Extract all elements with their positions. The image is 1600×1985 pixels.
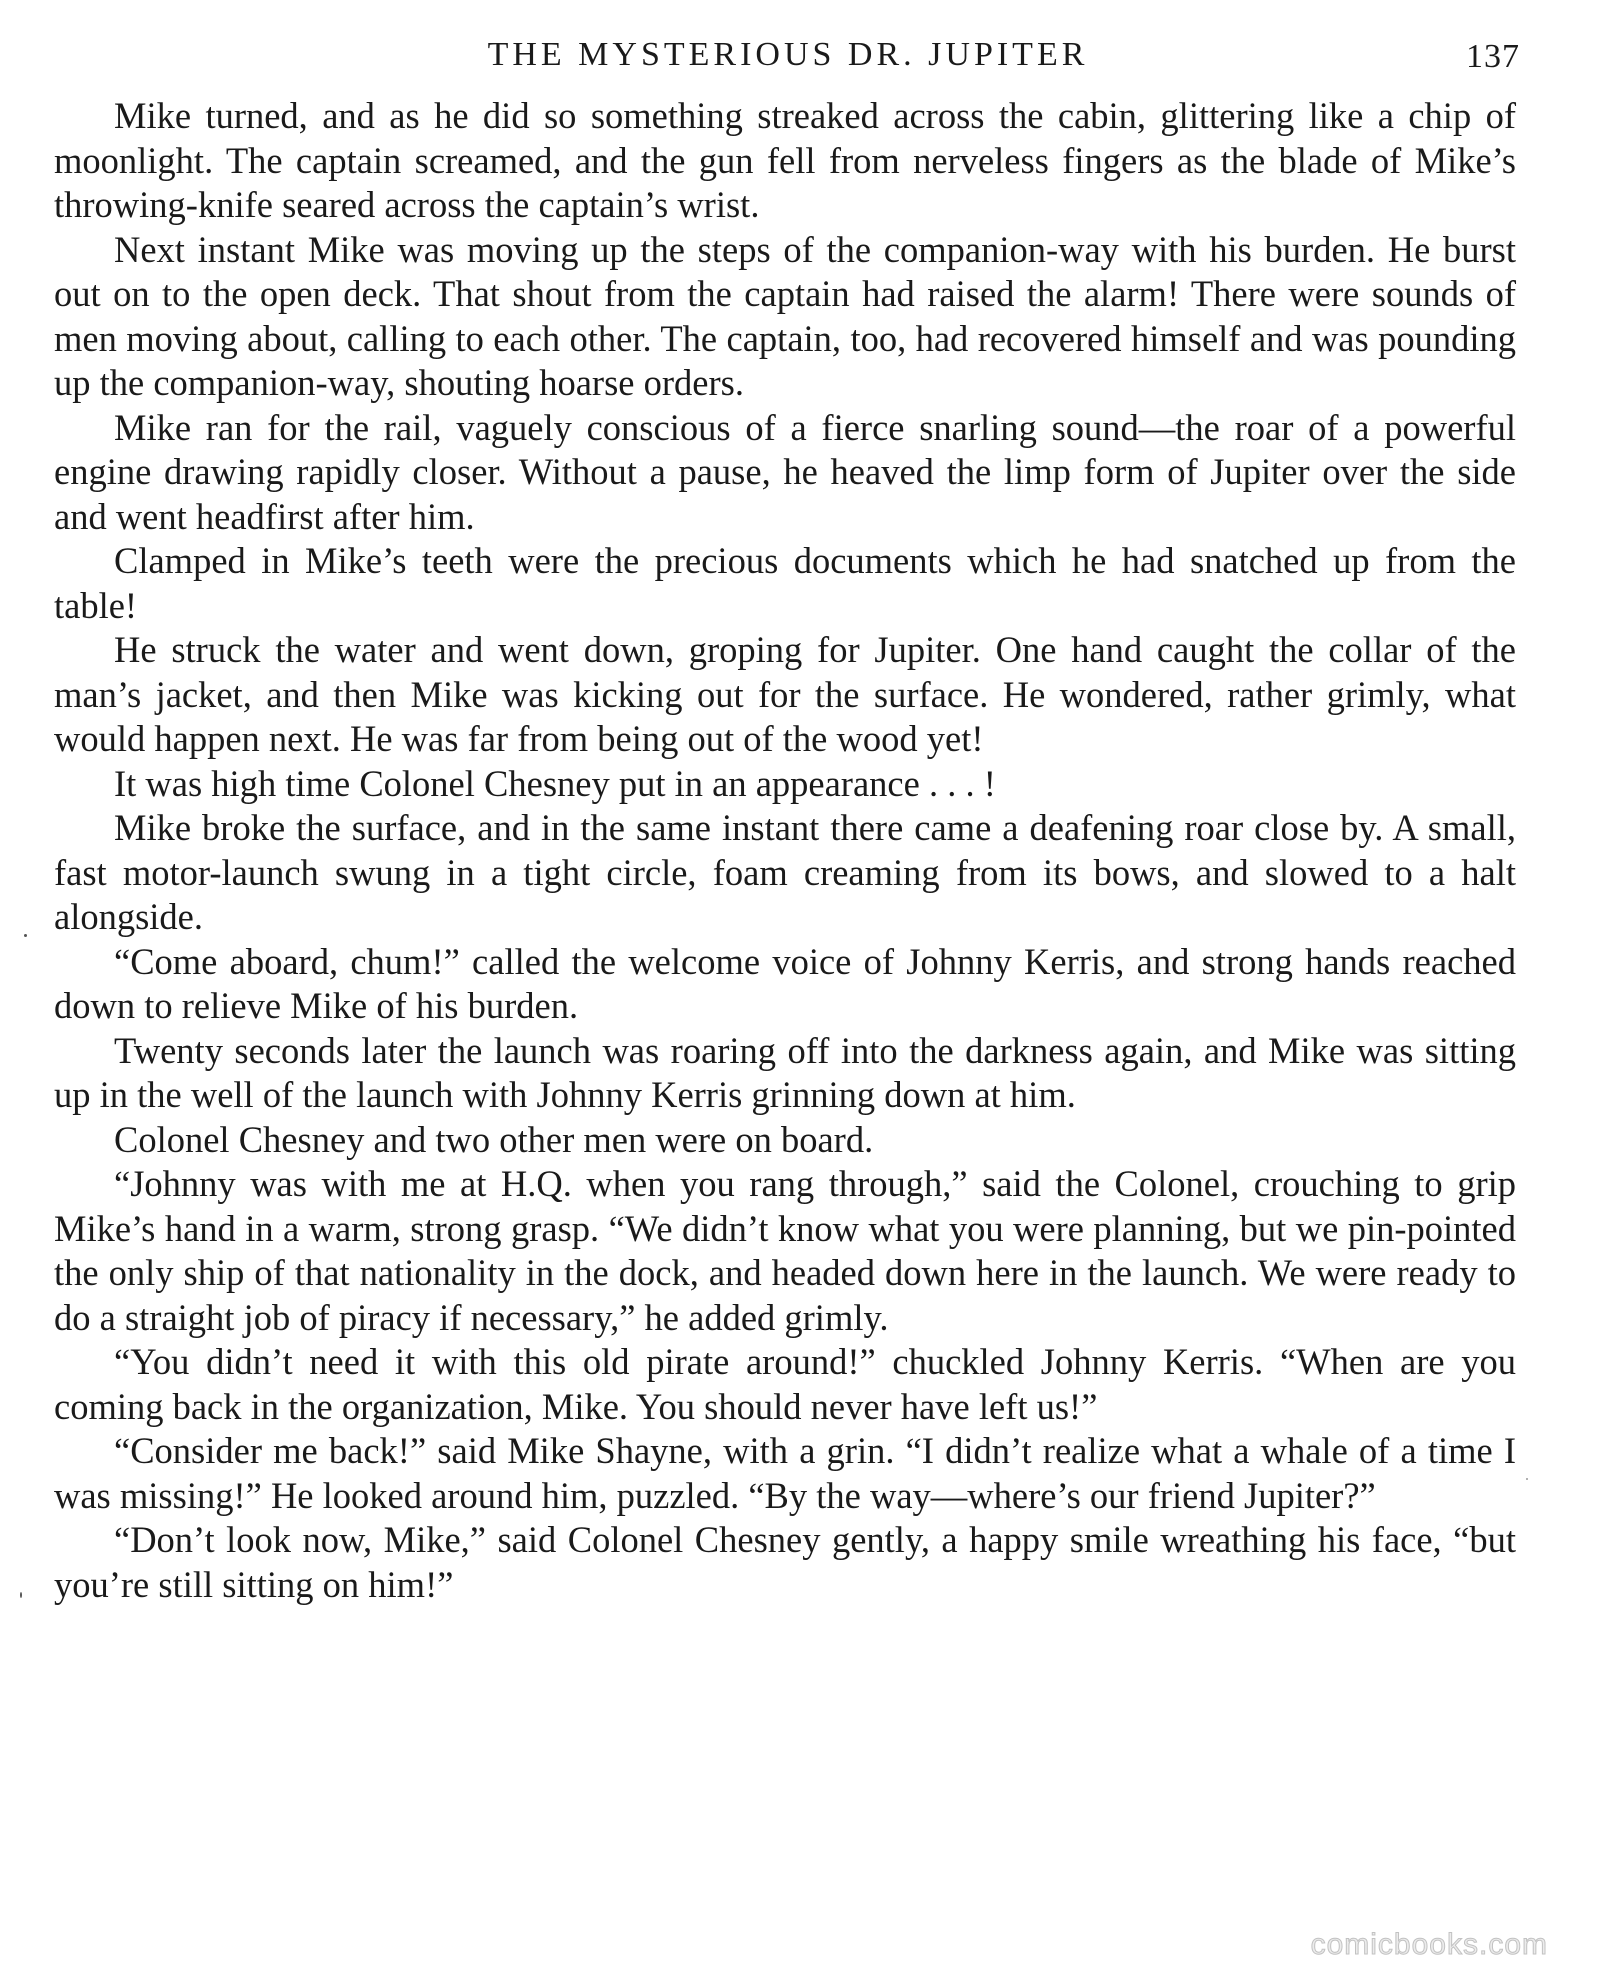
watermark: comicbooks.com [1310, 1928, 1548, 1961]
paragraph: Next instant Mike was moving up the steps of the companion-way with his burden. He burst out on to the open deck. That shout from the captain had raised the alarm! There were sounds of men moving about, calling to each other. The captain, too, had recovered himself and was pounding up the companion-way, shouting hoarse orders. [54, 228, 1516, 403]
paragraph: “Johnny was with me at H.Q. when you rang through,” said the Colonel, crouching to grip Mike’s hand in a warm, strong grasp. “We didn’t know what you were planning, but we pin-pointed the only ship of that nationality in the dock, and headed down here in the launch. We were ready to do a straight job of piracy if necessary,” he added grimly. [54, 1163, 1516, 1338]
paragraph: Colonel Chesney and two other men were on board. [114, 1118, 874, 1160]
paragraph: “Come aboard, chum!” called the welcome voice of Johnny Kerris, and strong hands reached down to relieve Mike of his burden. [54, 940, 1516, 1026]
scan-speck [24, 934, 27, 937]
scan-speck [1526, 1478, 1528, 1480]
paragraph: “Consider me back!” said Mike Shayne, with a grin. “I didn’t realize what a whale of a time I was missing!” He looked around him, puzzled. “By the way—where’s our friend Jupiter?” [54, 1430, 1516, 1516]
paragraph: Mike ran for the rail, vaguely conscious of a fierce snarling sound—the roar of a powerful engine drawing rapidly closer. Without a pause, he heaved the limp form of Jupiter over the side and went headfirst after him. [54, 406, 1516, 537]
paragraph: Mike broke the surface, and in the same instant there came a deafening roar close by. A small, fast motor-launch swung in a tight circle, foam creaming from its bows, and slowed to a halt alongside. [54, 807, 1516, 937]
paragraph: “You didn’t need it with this old pirate around!” chuckled Johnny Kerris. “When are you coming back in the organization, Mike. You should never have left us!” [54, 1341, 1516, 1427]
running-header [56, 32, 1520, 88]
paragraph: “Don’t look now, Mike,” said Colonel Chesney gently, a happy smile wreathing his face, “but you’re still sitting on him!” [54, 1519, 1516, 1605]
paragraph: Twenty seconds later the launch was roaring off into the darkness again, and Mike was sitting up in the well of the launch with Johnny Kerris grinning down at him. [54, 1029, 1516, 1115]
body-text [54, 94, 1516, 1607]
paragraph: Mike turned, and as he did so something streaked across the cabin, glittering like a chip of moonlight. The captain screamed, and the gun fell from nerveless fingers as the blade of Mike’s throwing-knife seared across the captain’s wrist. [54, 95, 1516, 225]
paragraph: He struck the water and went down, groping for Jupiter. One hand caught the collar of the man’s jacket, and then Mike was kicking out for the surface. He wondered, rather grimly, what would happen next. He was far from being out of the wood yet! [54, 629, 1516, 759]
paragraph: It was high time Colonel Chesney put in an appearance . . . ! [114, 762, 996, 804]
page-number: 137 [1466, 38, 1520, 75]
running-title: THE MYSTERIOUS DR. JUPITER [487, 36, 1089, 73]
scan-speck [20, 1592, 22, 1598]
paragraph: Clamped in Mike’s teeth were the precious documents which he had snatched up from the table! [54, 540, 1516, 626]
